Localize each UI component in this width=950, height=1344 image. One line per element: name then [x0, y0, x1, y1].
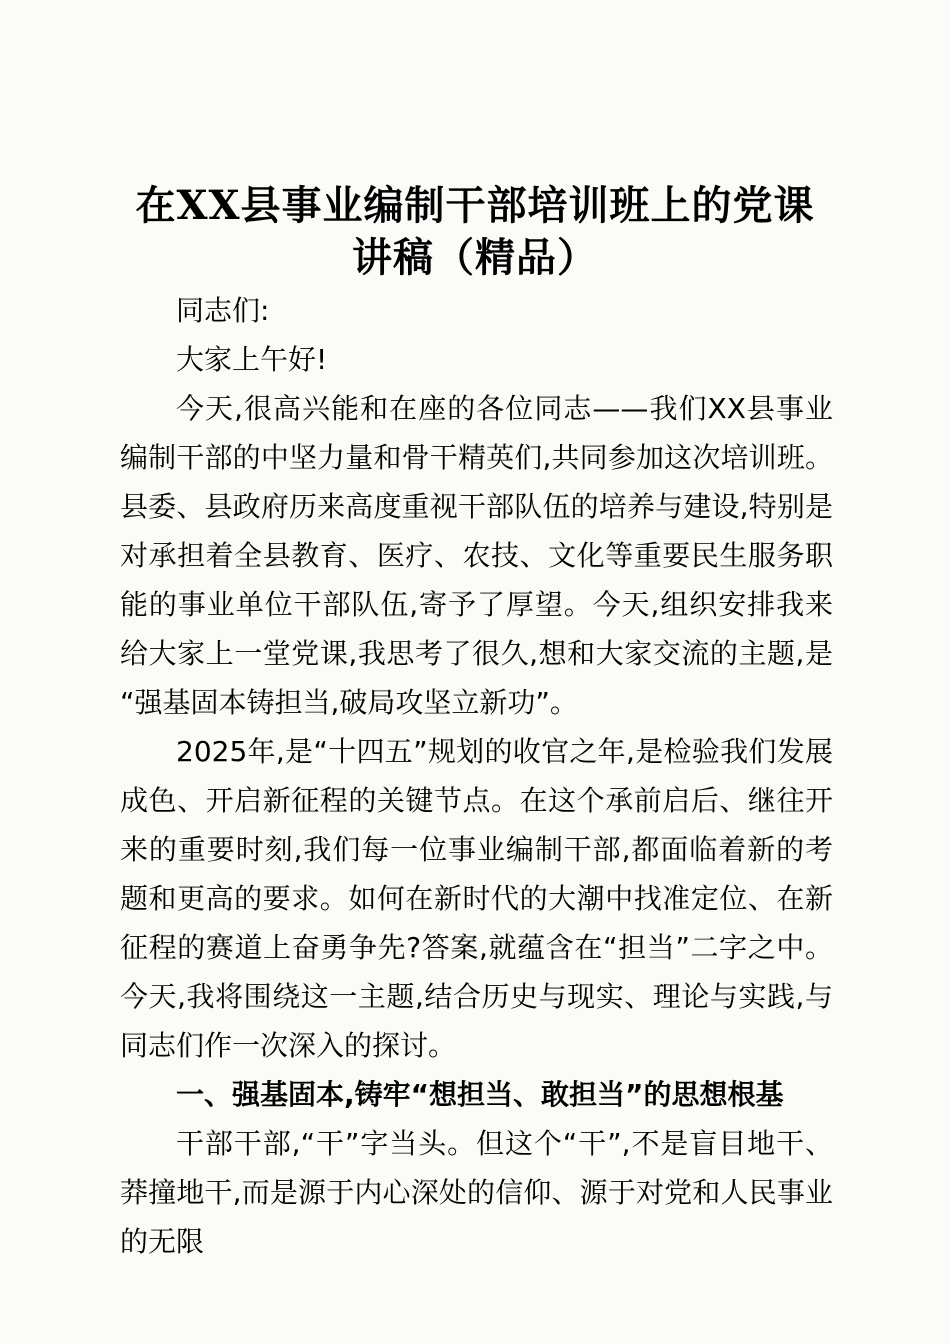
paragraph-2025-context: 2025年,是“十四五”规划的收官之年,是检验我们发展成色、开启新征程的关键节点。在这个承前启后、继往开来的重要时刻,我们每一位事业编制干部,都面临着新的考题和更高的要求。如何在新时代的大潮中找准定位、在新征程的赛道上奋勇争先?答案,就蕴含在“担当”二字之中。今天,我将围绕这一主题,结合历史与现实、理论与实践,与同志们作一次深入的探讨。	[120, 735, 833, 1062]
document-title	[0, 0, 950, 284]
paragraph-opening-remarks: 今天,很高兴能和在座的各位同志——我们XX县事业编制干部的中坚力量和骨干精英们,共同参加这次培训班。县委、县政府历来高度重视干部队伍的培养与建设,特别是对承担着全县教育、医疗、农技、文化等重要民生服务职能的事业单位干部队伍,寄予了厚望。今天,组织安排我来给大家上一堂党课,我思考了很久,想和大家交流的主题,是“强基固本铸担当,破局攻坚立新功”。	[120, 392, 833, 719]
document-title-line-1: 在XX县事业编制干部培训班上的党课	[135, 182, 815, 229]
section-heading-1: 一、强基固本,铸牢“想担当、敢担当”的思想根基	[176, 1078, 784, 1111]
paragraph-section-1-body: 干部干部,“干”字当头。但这个“干”,不是盲目地干、莽撞地干,而是源于内心深处的信仰、源于对党和人民事业的无限	[120, 1127, 833, 1258]
paragraph-salutation: 同志们:	[176, 294, 270, 327]
paragraph-greeting: 大家上午好!	[176, 343, 328, 376]
document-title-line-2: 讲稿（精品）	[352, 234, 598, 281]
document-body	[0, 284, 950, 1266]
